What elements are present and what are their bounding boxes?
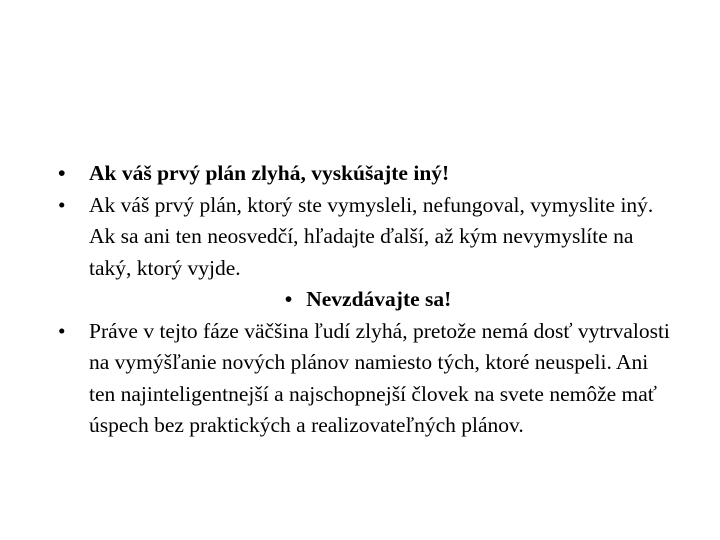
bullet-text-3: Nevzdávajte sa! <box>306 287 452 311</box>
bullet-item-3 <box>58 284 678 316</box>
bullet-item-2 <box>58 190 678 285</box>
bullet-icon: • <box>58 192 66 217</box>
bullet-item-4 <box>58 316 678 442</box>
bullet-item-1 <box>58 158 678 190</box>
bullet-icon: • <box>58 318 66 343</box>
bullet-list <box>58 158 678 442</box>
bullet-text-2: Ak váš prvý plán, ktorý ste vymysleli, nefungoval, vymyslite iný. Ak sa ani ten neosvedčí, hľadajte ďalší, až kým nevymyslíte na taký, ktorý vyjde. <box>89 192 654 280</box>
bullet-text-1: Ak váš prvý plán zlyhá, vyskúšajte iný! <box>89 161 450 185</box>
bullet-icon: • <box>284 287 293 311</box>
bullet-text-4: Práve v tejto fáze väčšina ľudí zlyhá, pretože nemá dosť vytrvalosti na vymýšľanie nových plánov namiesto tých, ktoré neuspeli. Ani ten najinteligentnejší a najschopnejší človek na svete nemôže mať úspech bez praktických a realizovateľných plánov. <box>89 318 670 437</box>
bullet-icon: • <box>58 161 66 185</box>
